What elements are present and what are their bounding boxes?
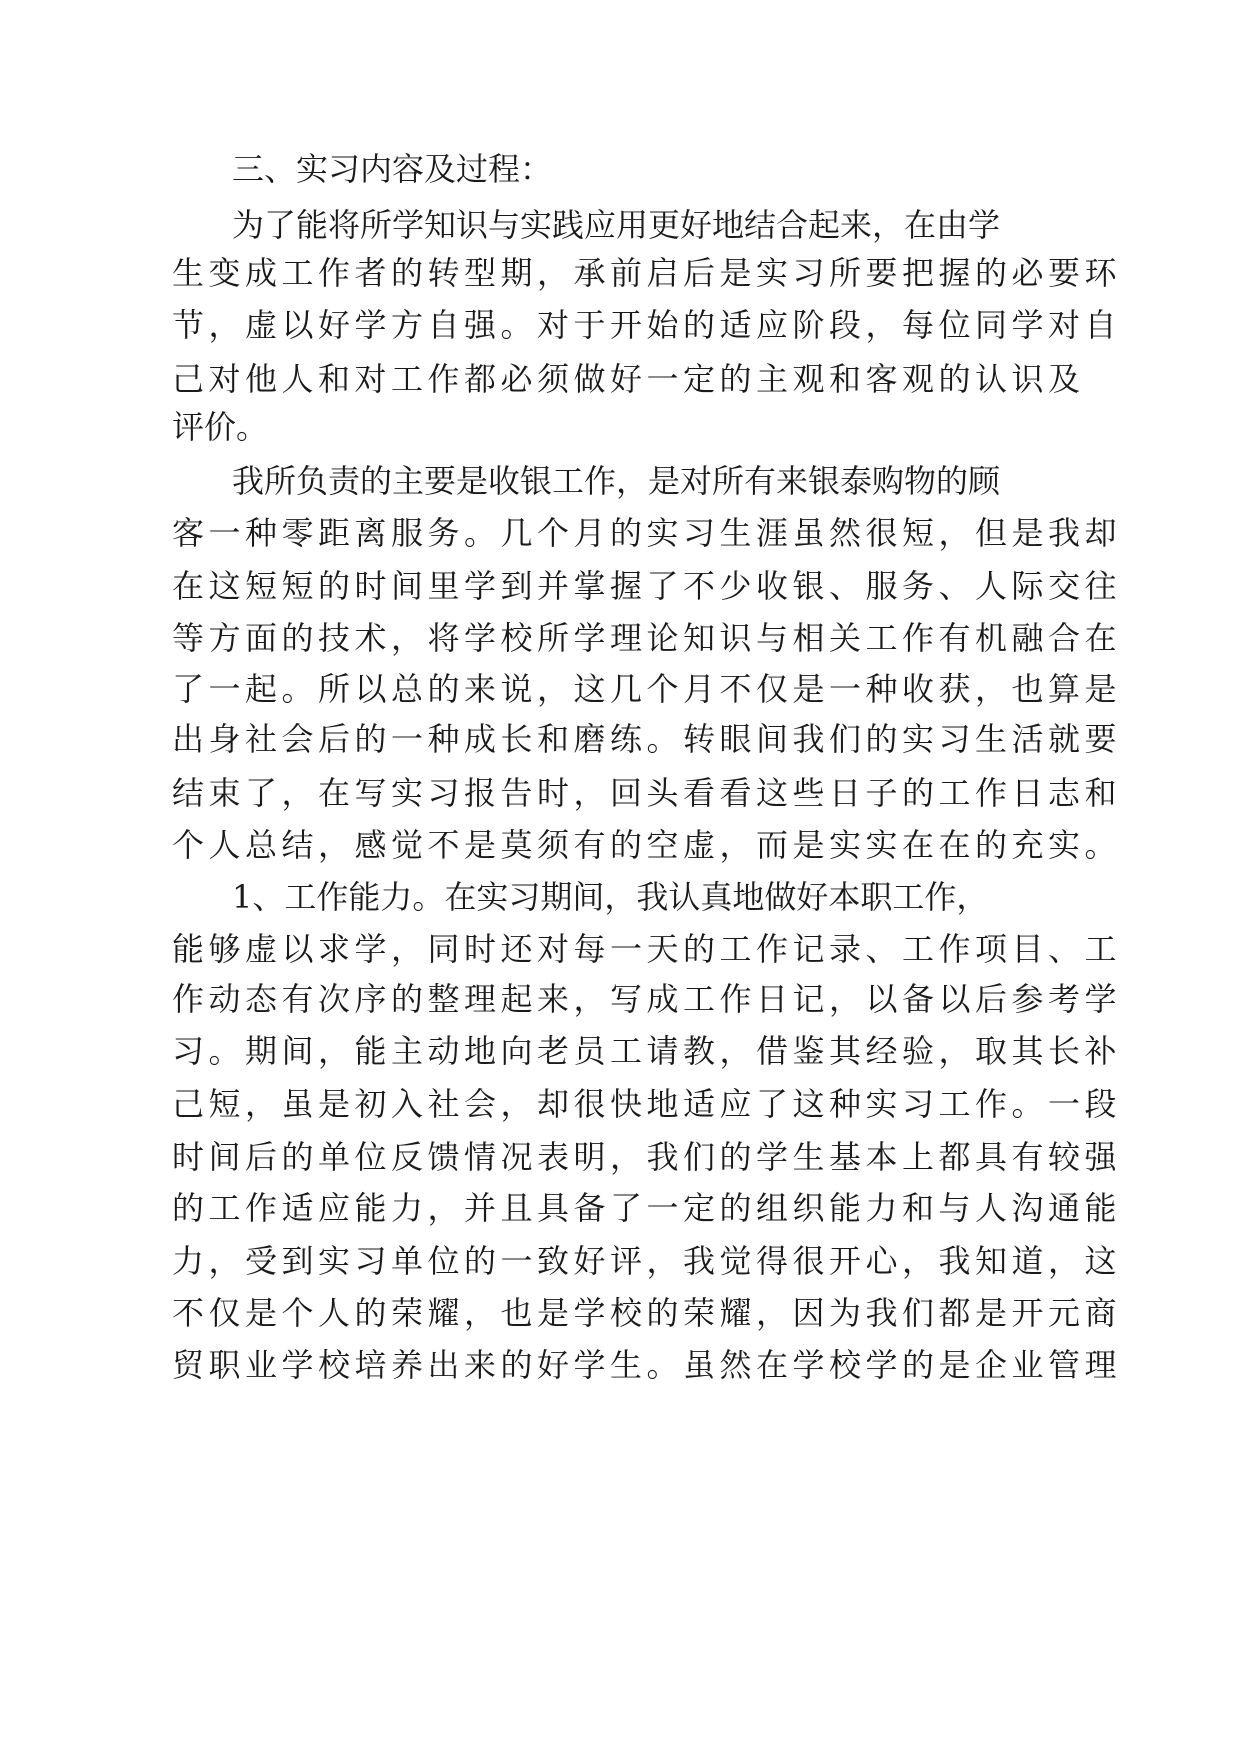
text-line: 个人总结，感觉不是莫须有的空虚，而是实实在在的充实。: [172, 826, 1122, 864]
text-line: 节，虚以好学方自强。对于开始的适应阶段，每位同学对自: [172, 306, 1122, 344]
text-line: 能够虚以求学，同时还对每一天的工作记录、工作项目、工: [172, 930, 1122, 968]
text-line: 了一起。所以总的来说，这几个月不仅是一种收获，也算是: [172, 670, 1122, 708]
text-line: 客一种零距离服务。几个月的实习生涯虽然很短，但是我却: [172, 514, 1122, 552]
text-line: 习。期间，能主动地向老员工请教，借鉴其经验，取其长补: [172, 1032, 1122, 1070]
text-line: 贸职业学校培养出来的好学生。虽然在学校学的是企业管理: [172, 1346, 1122, 1384]
text-line: 时间后的单位反馈情况表明，我们的学生基本上都具有较强: [172, 1138, 1122, 1176]
text-line: 我所负责的主要是收银工作，是对所有来银泰购物的顾: [232, 462, 1001, 500]
text-line: 为了能将所学知识与实践应用更好地结合起来，在由学: [232, 206, 1001, 244]
text-line: 评价。: [172, 408, 269, 446]
section-heading: 三、实习内容及过程：: [232, 150, 553, 188]
text-line: 在这短短的时间里学到并掌握了不少收银、服务、人际交往: [172, 567, 1122, 605]
text-line: 等方面的技术，将学校所学理论知识与相关工作有机融合在: [172, 619, 1122, 657]
text-line: 1、工作能力。在实习期间，我认真地做好本职工作，: [232, 878, 989, 916]
text-line: 结束了，在写实习报告时，回头看看这些日子的工作日志和: [172, 774, 1122, 812]
text-line: 不仅是个人的荣耀，也是学校的荣耀，因为我们都是开元商: [172, 1294, 1122, 1332]
text-line: 的工作适应能力，并且具备了一定的组织能力和与人沟通能: [172, 1189, 1122, 1227]
text-line: 己对他人和对工作都必须做好一定的主观和客观的认识及: [172, 360, 1085, 398]
text-line: 作动态有次序的整理起来，写成工作日记，以备以后参考学: [172, 980, 1122, 1018]
text-line: 己短，虽是初入社会，却很快地适应了这种实习工作。一段: [172, 1085, 1122, 1123]
text-line: 生变成工作者的转型期，承前启后是实习所要把握的必要环: [172, 254, 1122, 292]
text-line: 出身社会后的一种成长和磨练。转眼间我们的实习生活就要: [172, 720, 1122, 758]
text-line: 力，受到实习单位的一致好评，我觉得很开心，我知道，这: [172, 1242, 1122, 1280]
